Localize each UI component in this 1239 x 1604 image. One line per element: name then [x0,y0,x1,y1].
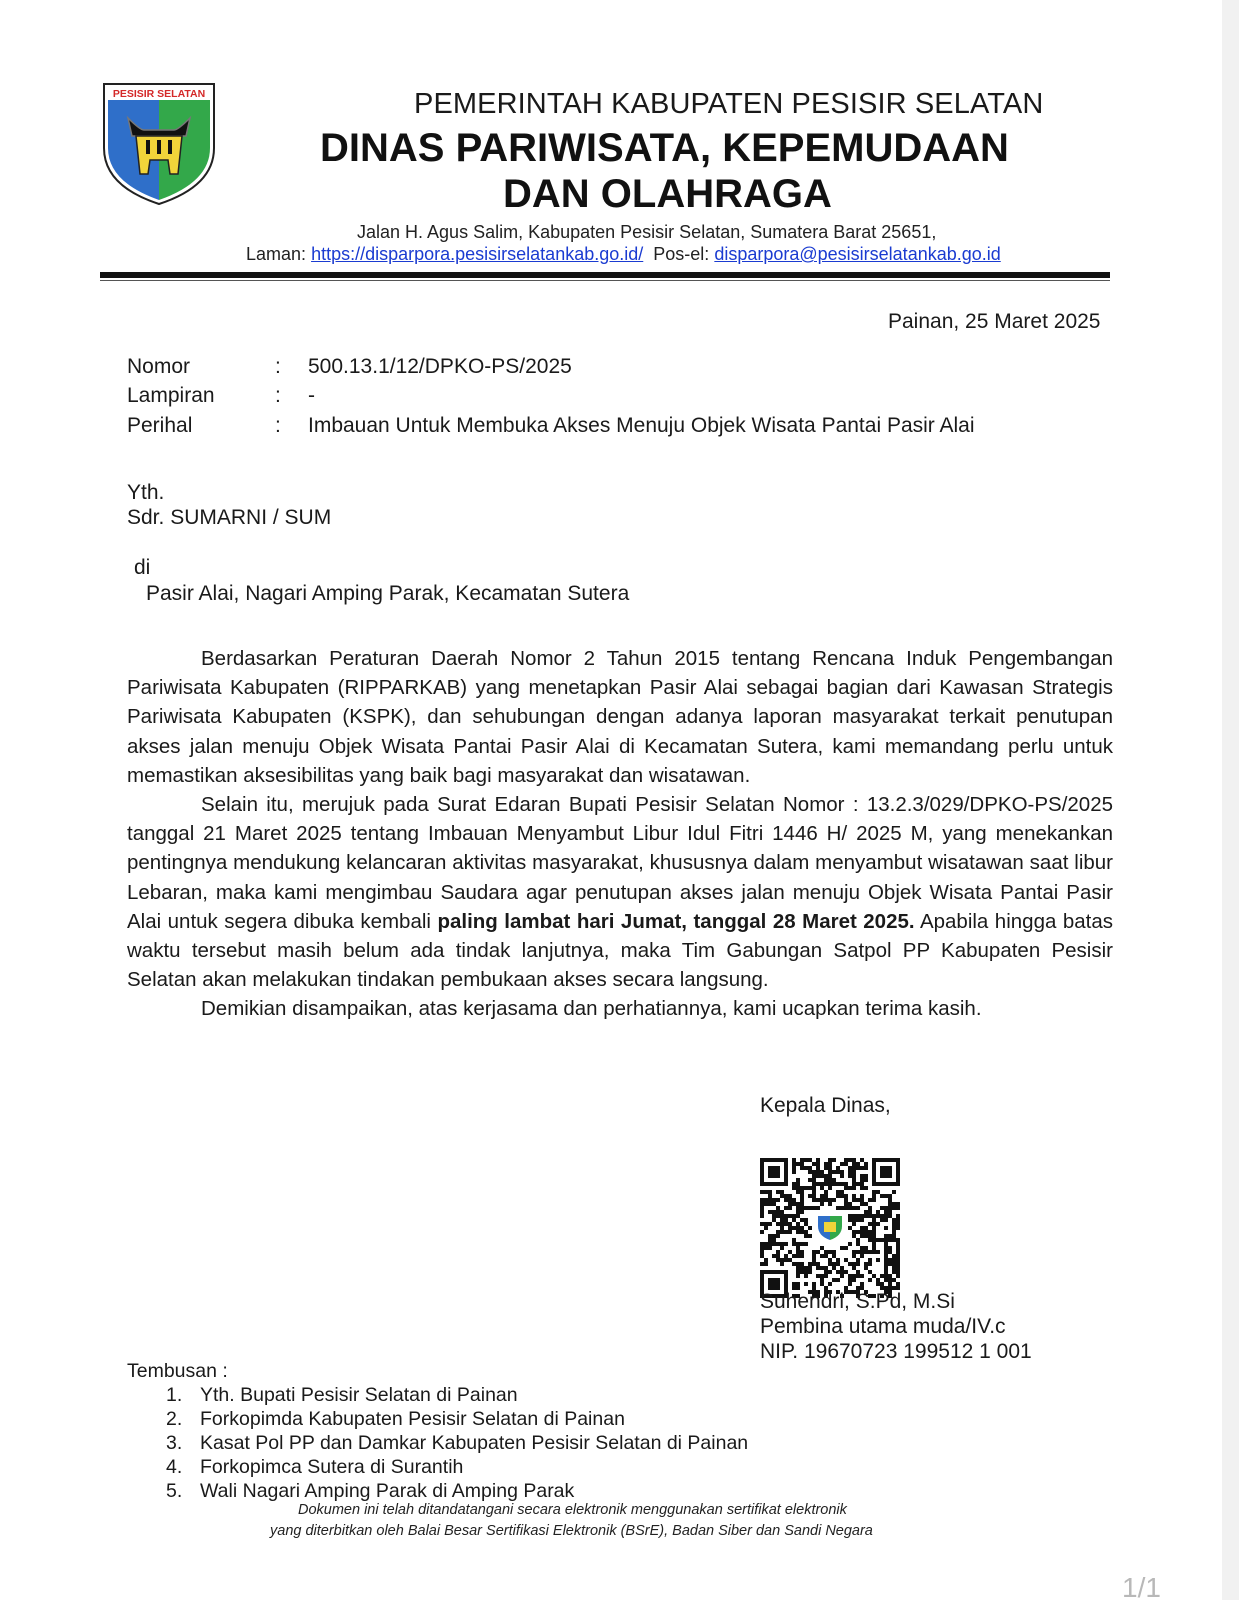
e-signature-note-line1: Dokumen ini telah ditandatangani secara elektronik menggunakan sertifikat elektronik [298,1502,847,1518]
viewer-scrollbar-track[interactable] [1222,0,1239,1600]
letterhead-divider-thick [100,272,1110,278]
body-p2-text-after: Apabila hingga batas waktu tersebut masih belum ada tindak lanjutnya, maka Tim Gabungan Satpol PP Kabupaten Pesisir Selatan akan melakukan tindakan pembukaan akses secara langsung. [127,909,1113,992]
recipient-name: Sdr. SUMARNI / SUM [127,506,332,529]
meta-label-nomor: Nomor [127,355,191,378]
signatory-title: Kepala Dinas, [760,1094,891,1117]
qr-code-icon [760,1158,900,1298]
body-paragraph-1: Berdasarkan Peraturan Daerah Nomor 2 Tahun 2015 tentang Rencana Induk Pengembangan Pariwisata Kabupaten (RIPPARKAB) yang menetapkan Pasir Alai sebagai bagian dari Kawasan Strategis Pariwisata Kabupaten (KSPK), dan sehubungan dengan adanya laporan masyarakat terkait penutupan akses jalan menuju Objek Wisata Pantai Pasir Alai di Kecamatan Sutera, kami memandang perlu untuk memastikan aksesibilitas yang baik bagi masyarakat dan wisatawan. [127,647,1113,787]
signatory-rank: Pembina utama muda/IV.c [760,1315,1006,1338]
recipient-location: Pasir Alai, Nagari Amping Parak, Kecamatan Sutera [146,582,630,605]
signatory-nip: NIP. 19670723 199512 1 001 [760,1340,1032,1363]
body-p2-text: Selain itu, merujuk pada Surat Edaran Bupati Pesisir Selatan Nomor : 13.2.3/029/DPKO-PS/2025 tanggal 21 Maret 2025 tentang Imbauan Menyambut Libur Idul Fitri 1446 H/ 2025 M, yang menekankan pentingnya mendukung kelancaran aktivitas masyarakat, khususnya dalam menyambut wisatawan saat libur Lebaran, maka kami mengimbau Saudara agar penutupan akses jalan menuju Objek Wisata Pantai Pasir Alai untuk segera dibuka kembali [127,793,1113,933]
email-label: Pos-el: [653,244,710,264]
letterhead-divider-thin [100,280,1110,281]
deadline-emphasis: paling lambat hari Jumat, tanggal 28 Maret 2025. [437,909,915,933]
cc-item: 5. Wali Nagari Amping Parak di Amping Parak [166,1480,575,1502]
svg-text:PESISIR SELATAN: PESISIR SELATAN [112,88,206,100]
meta-colon: : [275,414,281,437]
meta-colon: : [275,355,281,378]
agency-name-line2: DAN OLAHRAGA [503,172,832,216]
agency-address: Jalan H. Agus Salim, Kabupaten Pesisir Selatan, Sumatera Barat 25651, [357,222,937,242]
e-signature-note-line2: yang diterbitkan oleh Balai Besar Sertifikasi Elektronik (BSrE), Badan Siber dan Sandi Negara [270,1523,873,1539]
body-paragraph-3: Demikian disampaikan, atas kerjasama dan perhatiannya, kami ucapkan terima kasih. [201,997,982,1021]
letter-date: Painan, 25 Maret 2025 [888,310,1101,333]
meta-value-lampiran: - [308,384,315,407]
meta-value-perihal: Imbauan Untuk Membuka Akses Menuju Objek Wisata Pantai Pasir Alai [308,414,975,437]
recipient-di: di [134,556,151,579]
qr-center-emblem-icon [814,1212,846,1244]
website-label: Laman: [246,244,307,264]
email-link[interactable]: disparpora@pesisirselatankab.go.id [714,244,1001,264]
recipient-salutation: Yth. [127,481,165,504]
cc-item: 4. Forkopimca Sutera di Surantih [166,1456,464,1478]
agency-contact [246,244,1001,265]
page-indicator: 1/1 [1122,1572,1161,1603]
meta-label-lampiran: Lampiran [127,384,215,407]
signatory-name: Suhendri, S.Pd, M.Si [760,1290,955,1313]
website-link[interactable]: https://disparpora.pesisirselatankab.go.id/ [311,244,644,264]
pesisir-selatan-coat-of-arms-icon [100,78,218,206]
meta-value-nomor: 500.13.1/12/DPKO-PS/2025 [308,355,572,378]
agency-name-line1: DINAS PARIWISATA, KEPEMUDAAN [320,126,1009,170]
letter-body [127,644,1113,1024]
cc-item: 3. Kasat Pol PP dan Damkar Kabupaten Pesisir Selatan di Painan [166,1432,749,1454]
body-paragraph-2 [127,790,1113,994]
meta-colon: : [275,384,281,407]
government-name: PEMERINTAH KABUPATEN PESISIR SELATAN [414,88,1044,120]
cc-item: 1. Yth. Bupati Pesisir Selatan di Painan [166,1384,518,1406]
meta-label-perihal: Perihal [127,414,193,437]
cc-item: 2. Forkopimda Kabupaten Pesisir Selatan di Painan [166,1408,625,1430]
cc-label: Tembusan : [127,1360,228,1382]
